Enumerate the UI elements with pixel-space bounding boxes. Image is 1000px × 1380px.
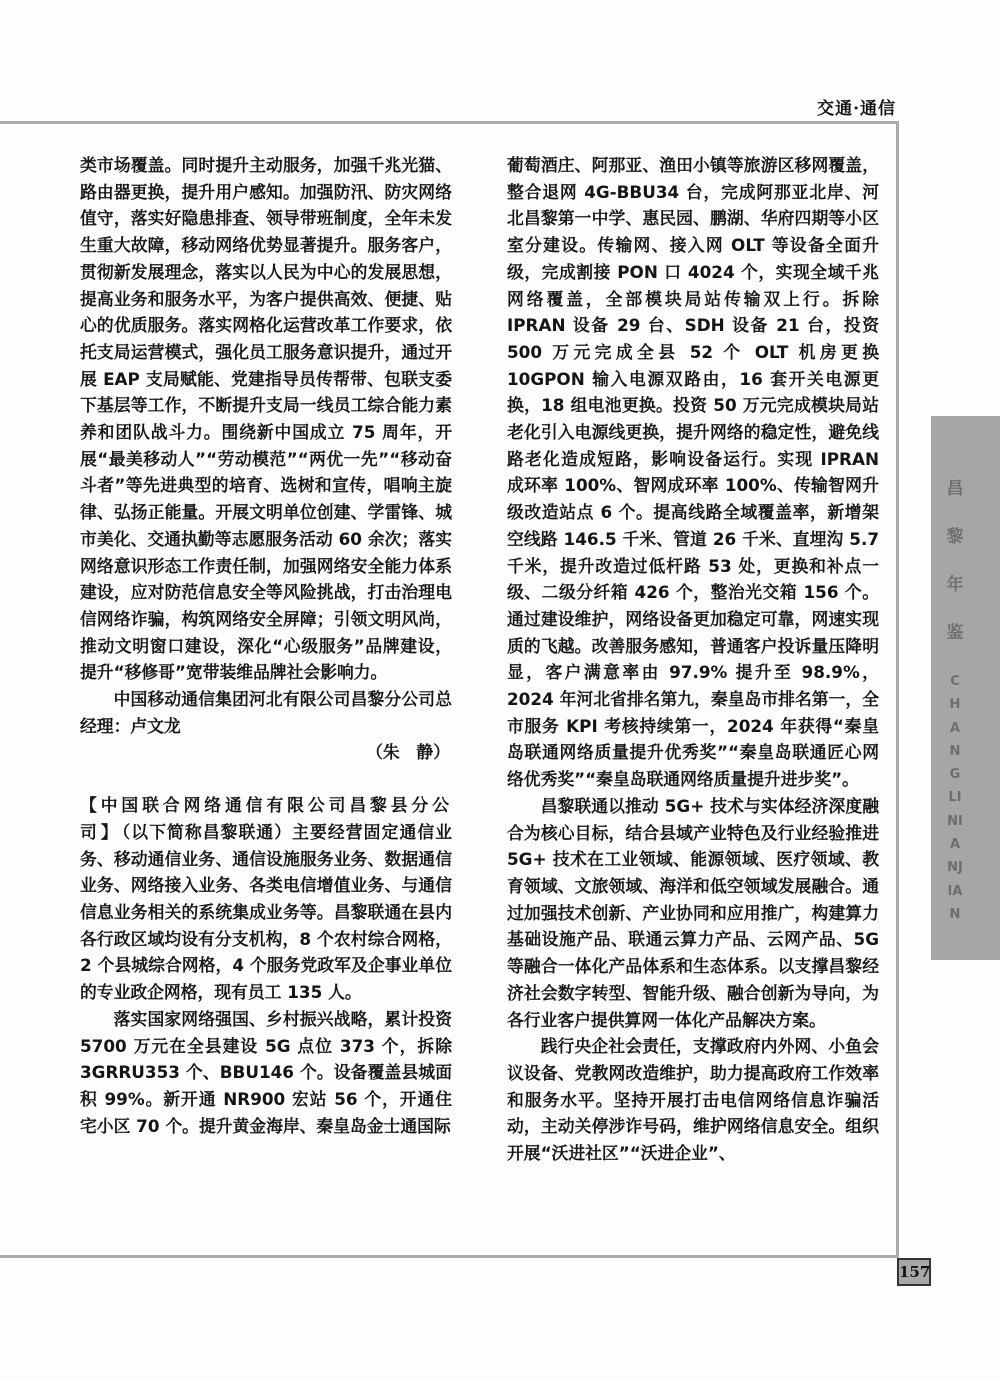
section-header: 交通·通信	[817, 99, 896, 119]
side-tab-char: 年	[946, 575, 964, 595]
entry-title: 【中国联合网络通信有限公司昌黎县分公司】	[80, 795, 452, 842]
left-paragraph-investment: 落实国家网络强国、乡村振兴战略，累计投资 5700 万元在全县建设 5G 点位 373 个，拆除 3GRRU353 个、BBU146 个。设备覆盖县城面积 99%。新开通 NR900 宏站 56 个，开通住宅小区 70 个。提升黄金海岸、秦皇岛金士通国际	[80, 1008, 452, 1136]
page-number: 157	[897, 1258, 931, 1286]
right-column	[507, 152, 879, 1167]
frame-bottom-rule	[0, 1255, 899, 1258]
frame-top-rule	[0, 121, 899, 124]
right-paragraph-social: 践行央企社会责任，支撑政府内外网、小鱼会议设备、党教网改造维护，助力提高政府工作效率和服务水平。坚持开展打击电信网络信息诈骗活动，主动关停涉诈号码，维护网络信息安全。组织开展“沃进社区”“沃进企业”、	[507, 1036, 879, 1164]
author-signature: （朱 静）	[366, 742, 450, 763]
left-column	[80, 152, 452, 1139]
entry-body: （以下简称昌黎联通）主要经营固定通信业务、移动通信业务、通信设施服务业务、数据通信业务、网络接入业务、各类电信增值业务、与通信信息业务相关的系统集成业务等。昌黎联通在县内各行政区域均设有分支机构，8 个农村综合网格，2 个县城综合网格，4 个服务党政军及企事业单位的专业政企网格，现有员工 135 人。	[80, 821, 452, 1003]
right-paragraph-1: 葡萄酒庄、阿那亚、渔田小镇等旅游区移网覆盖，整合退网 4G-BBU34 台，完成阿那亚北岸、河北昌黎第一中学、惠民园、鹏湖、华府四期等小区室分建设。传输网、接入网 OLT 等设备全面升级，完成割接 PON 口 4024 个，实现全域千兆网络覆盖，全部模块局站传输双上行。拆除 IPRAN 设备 29 台、SDH 设备 21 台，投资 500 万元完成全县 52 个 OLT 机房更换 10GPON 输入电源双路由，16 套开关电源更换，18 组电池更换。投资 50 万元完成模块局站老化引入电源线更换，提升网络的稳定性，避免线路老化造成短路，影响设备运行。实现 IPRAN 成环率 100%、智网成环率 100%、传输智网升级改造站点 6 个。提高线路全域覆盖率，新增架空线路 146.5 千米、管道 26 千米、直埋沟 5.7 千米，提升改造过低杆路 53 处，更换和补点一级、二级分纤箱 426 个，整治光交箱 156 个。通过建设维护，网络设备更加稳定可靠，网速实现质的飞越。改善服务感知，普通客户投诉量压降明显，客户满意率由 97.9% 提升至 98.9%，2024 年河北省排名第九，秦皇岛市排名第一，全市服务 KPI 考核持续第一，2024 年获得“秦皇岛联通网络质量提升优秀奖”“秦皇岛联通匠心网络优秀奖”“秦皇岛联通网络质量提升进步奖”。	[507, 155, 879, 790]
frame-right-rule	[896, 121, 899, 1258]
right-paragraph-5g: 昌黎联通以推动 5G+ 技术与实体经济深度融合为核心目标，结合县域产业特色及行业经验推进 5G+ 技术在工业领域、能源领域、医疗领域、教育领域、文旅领域、海洋和低空领域发展融合。通过加强技术创新、产业协同和应用推广，构建算力基础设施产品、联通云算力产品、云网产品、5G 等融合一体化产品体系和生态体系。以支撑昌黎经济社会数字转型、智能升级、融合创新为导向，为各行业客户提供算网一体化产品解决方案。	[507, 795, 879, 1030]
left-paragraph-unicom-intro	[80, 792, 452, 1006]
side-tab-pinyin: CHANGLINIANJIAN	[947, 674, 963, 922]
side-tab-char: 昌	[946, 479, 964, 499]
side-tab-char: 鉴	[946, 623, 964, 643]
left-paragraph-manager: 中国移动通信集团河北有限公司昌黎分公司总经理：卢文龙	[80, 689, 452, 736]
yearbook-side-tab	[931, 416, 1000, 960]
left-paragraph-1: 类市场覆盖。同时提升主动服务，加强千兆光猫、路由器更换，提升用户感知。加强防汛、防灾网络值守，落实好隐患排查、领导带班制度，全年未发生重大故障，移动网络优势显著提升。服务客户，贯彻新发展理念，落实以人民为中心的发展思想，提高业务和服务水平，为客户提供高效、便捷、贴心的优质服务。落实网格化运营改革工作要求，依托支局运营模式，强化员工服务意识提升，通过开展 EAP 支局赋能、党建指导员传帮带、包联支委下基层等工作，不断提升支局一线员工综合能力素养和团队战斗力。围绕新中国成立 75 周年，开展“最美移动人”“劳动模范”“两优一先”“移动奋斗者”等先进典型的培育、选树和宣传，唱响主旋律、弘扬正能量。开展文明单位创建、学雷锋、城市美化、交通执勤等志愿服务活动 60 余次；落实网络意识形态工作责任制，加强网络安全能力体系建设，应对防范信息安全等风险挑战，打击治理电信网络诈骗，构筑网络安全屏障；引领文明风尚，推动文明窗口建设，深化“心级服务”品牌建设，提升“移修哥”宽带装维品牌社会影响力。	[80, 155, 452, 683]
side-tab-char: 黎	[946, 527, 964, 547]
